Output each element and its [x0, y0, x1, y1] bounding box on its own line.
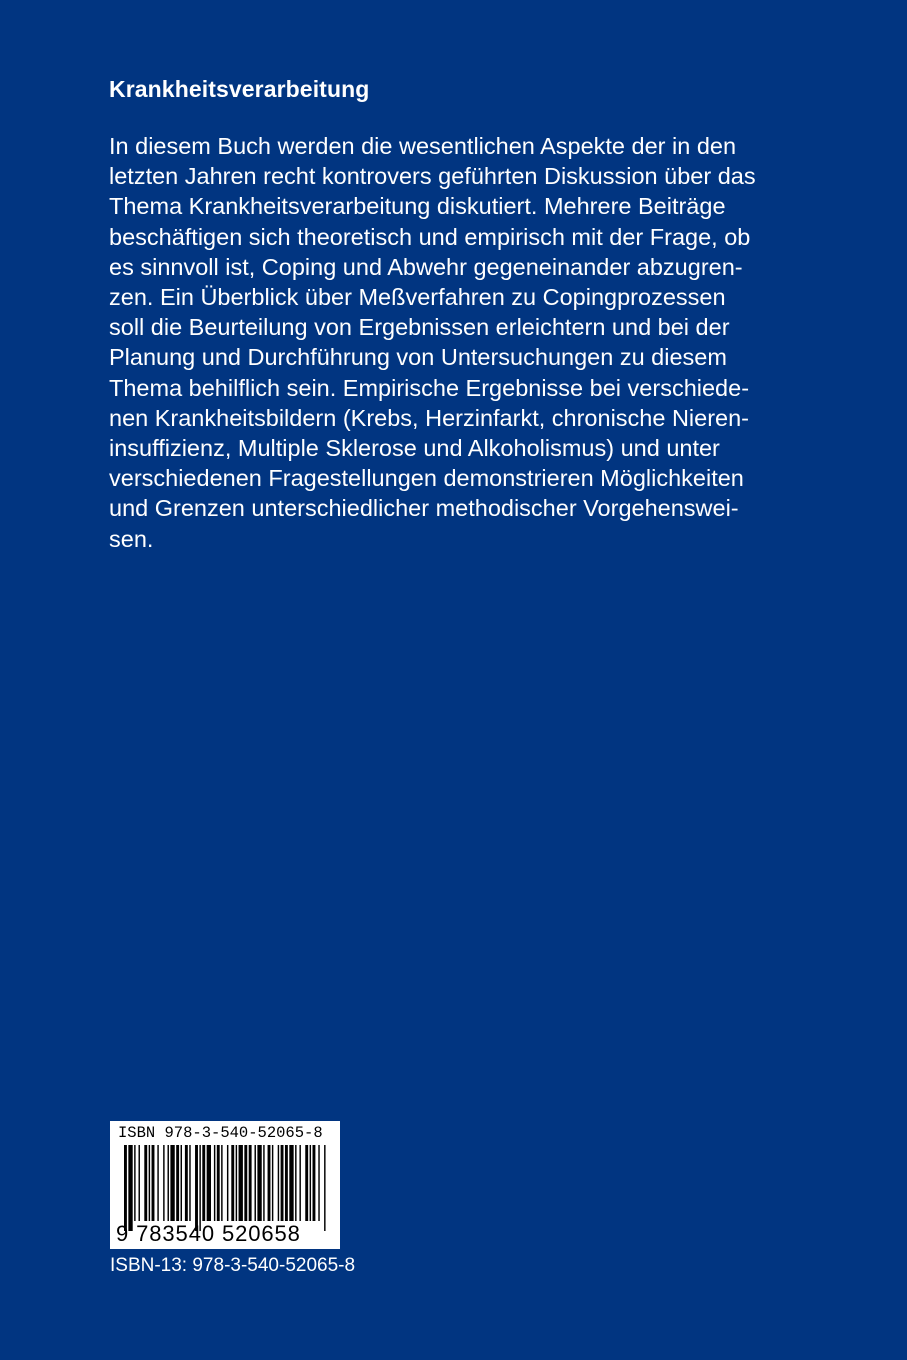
barcode-bar [168, 1145, 169, 1221]
barcode-bar [299, 1145, 300, 1221]
barcode-bar [318, 1145, 319, 1221]
blurb-line: es sinnvoll ist, Coping und Abwehr gegeneinander abzugren- [109, 253, 743, 280]
barcode-bar [278, 1145, 279, 1221]
barcode-bar [239, 1145, 243, 1221]
blurb-line: letzten Jahren recht kontrovers geführten Diskussion über das [109, 163, 756, 190]
barcode-bar [195, 1145, 198, 1231]
barcode-bar [324, 1145, 325, 1231]
barcode-bar [281, 1145, 284, 1221]
barcode-bar [157, 1145, 158, 1221]
barcode-bar [152, 1145, 155, 1221]
barcode [110, 1121, 340, 1249]
barcode-bar [185, 1145, 188, 1221]
barcode-bar [285, 1145, 288, 1221]
barcode-bar [310, 1145, 311, 1221]
barcode-bar [263, 1145, 264, 1221]
blurb-line: Thema Krankheitsverarbeitung diskutiert. Mehrere Beiträge [109, 193, 726, 220]
barcode-digits: 9 783540 520658 [116, 1221, 301, 1246]
blurb-line: nen Krankheitsbildern (Krebs, Herzinfarkt, chronische Nieren- [109, 404, 750, 431]
barcode-bar [227, 1145, 228, 1221]
blurb-line: zen. Ein Überblick über Meßverfahren zu Copingprozessen [109, 284, 726, 311]
barcode-bar [202, 1145, 205, 1221]
barcode-bar [134, 1145, 135, 1221]
barcode-bar [272, 1145, 273, 1221]
barcode-bar [170, 1145, 174, 1221]
barcode-bar [217, 1145, 220, 1221]
barcode-bar [214, 1145, 215, 1221]
isbn-13: ISBN-13: 978-3-540-52065-8 [110, 1255, 356, 1276]
barcode-bar [313, 1145, 316, 1221]
barcode-bar [255, 1145, 256, 1221]
barcode-bar [199, 1145, 200, 1231]
barcode-bar [128, 1145, 132, 1231]
barcode-bar [244, 1145, 247, 1221]
barcode-isbn-label: ISBN 978-3-540-52065-8 [118, 1124, 323, 1142]
barcode-bar [236, 1145, 237, 1221]
barcode-bar [257, 1145, 261, 1221]
blurb-line: verschiedenen Fragestellungen demonstrieren Möglichkeiten [109, 465, 744, 492]
barcode-bar [207, 1145, 211, 1221]
barcode-bar [295, 1145, 296, 1221]
barcode-bar [124, 1145, 127, 1231]
barcode-bar [249, 1145, 252, 1221]
barcode-bar [144, 1145, 147, 1221]
barcode-bar [189, 1145, 190, 1221]
blurb-line: insuffizienz, Multiple Sklerose und Alkoholismus) und unter [109, 435, 720, 462]
barcode-bar [289, 1145, 293, 1221]
barcode-bar [305, 1145, 308, 1221]
blurb-line: Thema behilflich sein. Empirische Ergebnisse bei verschiede- [109, 374, 750, 401]
blurb-line: In diesem Buch werden die wesentlichen Aspekte der in den [109, 133, 737, 159]
barcode-bar [163, 1145, 164, 1221]
blurb-line: Planung und Durchführung von Untersuchungen zu diesem [109, 344, 727, 371]
barcode-bar [221, 1145, 222, 1221]
blurb-text [109, 131, 809, 554]
barcode-bar [176, 1145, 179, 1221]
blurb-line: soll die Beurteilung von Ergebnissen erleichtern und bei der [109, 314, 730, 341]
barcode-bar [231, 1145, 234, 1221]
blurb-line: beschäftigen sich theoretisch und empirisch mit der Frage, ob [109, 223, 751, 250]
book-title: Krankheitsverarbeitung [109, 76, 370, 102]
barcode-bar [268, 1145, 271, 1221]
barcode-bar [139, 1145, 140, 1221]
blurb-line: sen. [109, 525, 154, 552]
barcode-bar [149, 1145, 150, 1221]
blurb-line: und Grenzen unterschiedlicher methodischer Vorgehenswei- [109, 495, 739, 522]
barcode-bar [181, 1145, 182, 1221]
